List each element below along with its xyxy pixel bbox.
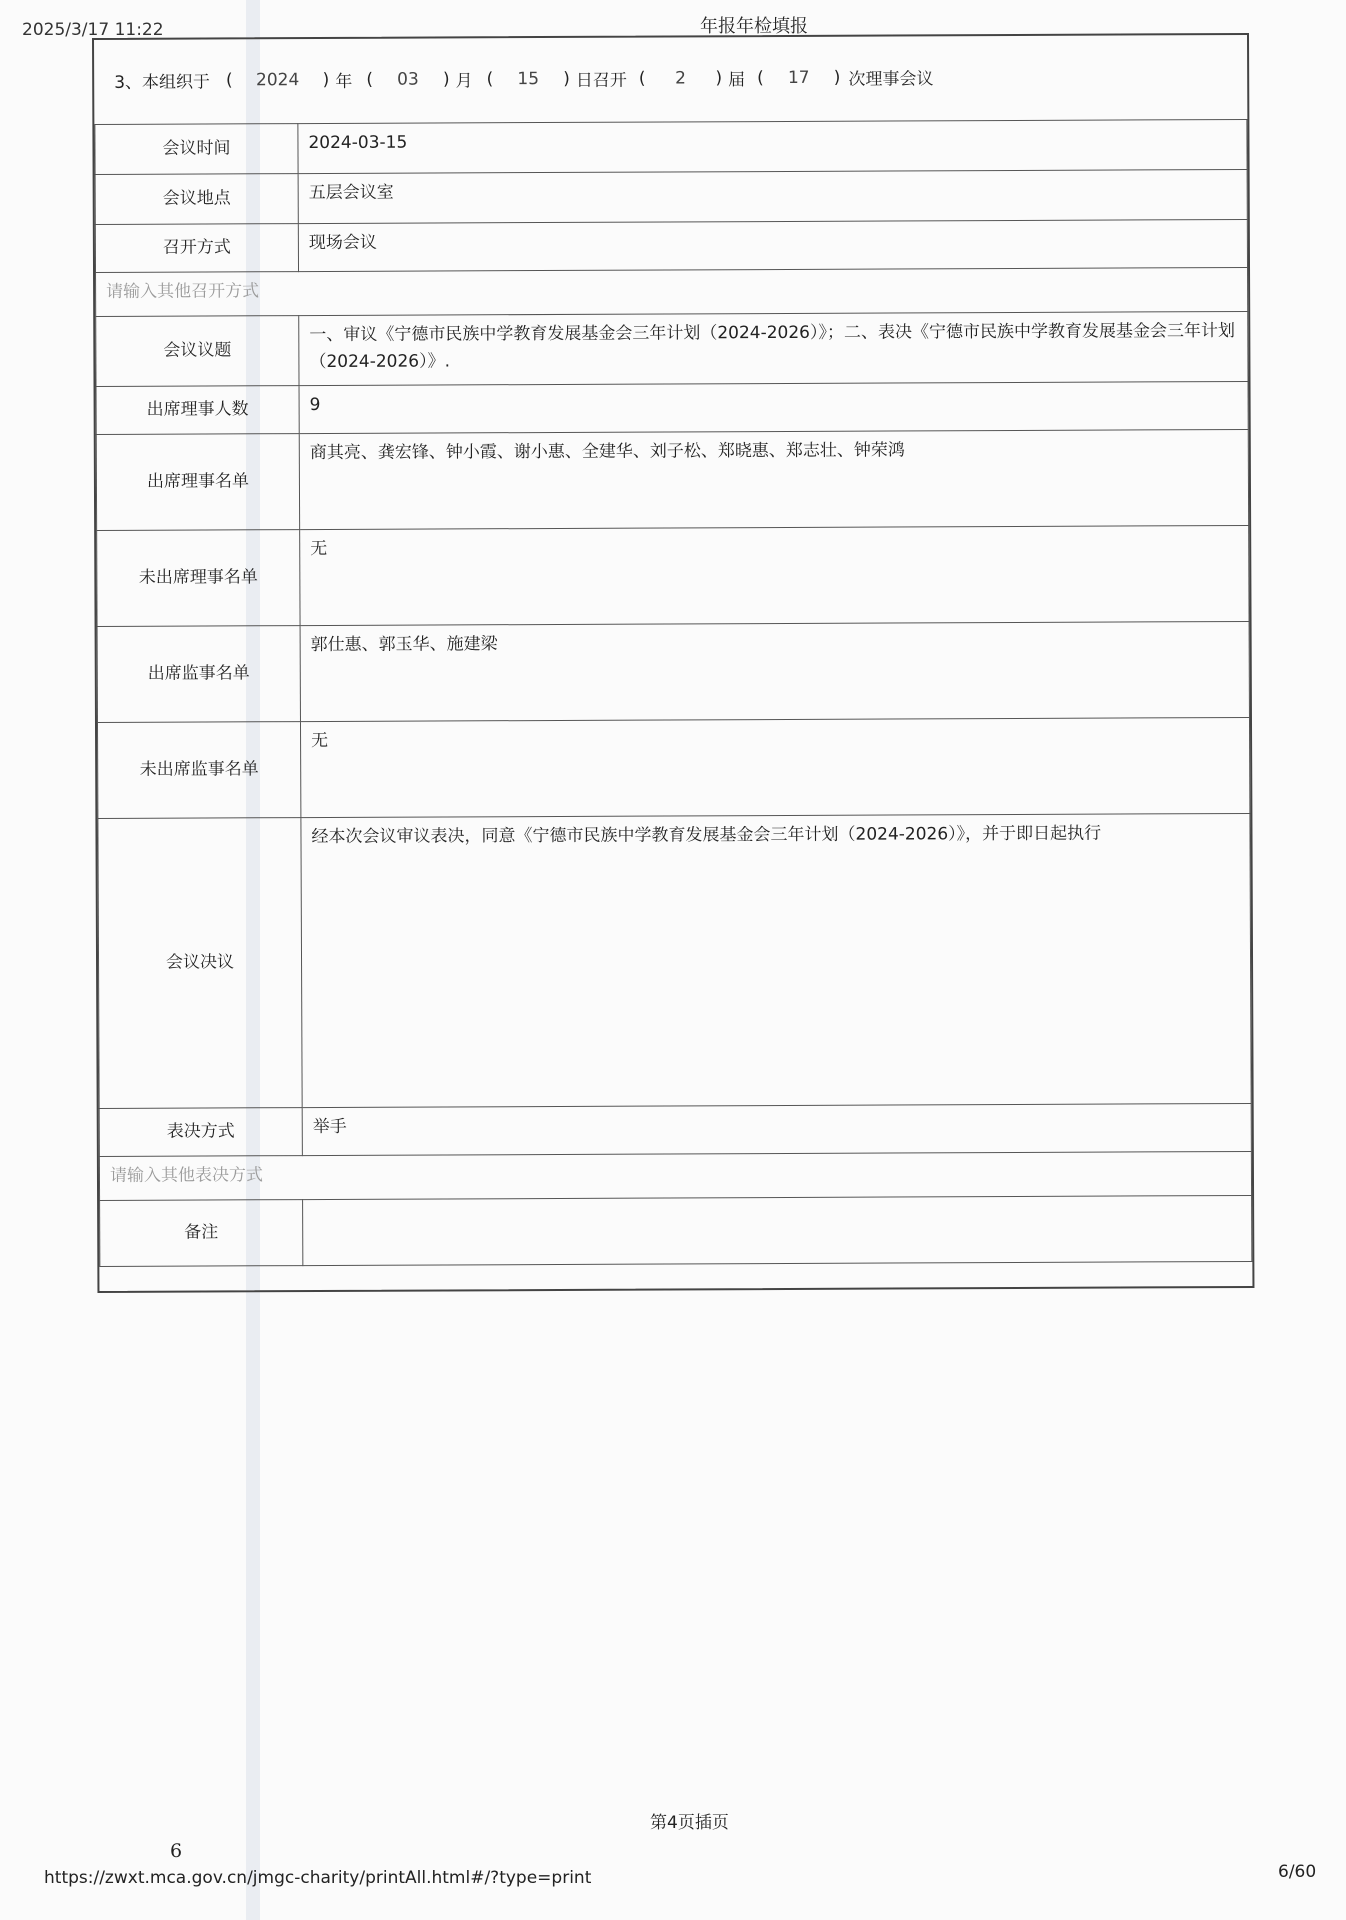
row-vote-other bbox=[99, 1151, 1251, 1200]
value-resolution: 经本次会议审议表决，同意《宁德市民族中学教育发展基金会三年计划（2024-2026）》，并于即日起执行 bbox=[301, 813, 1251, 1107]
label-absent-directors: 未出席理事名单 bbox=[97, 530, 300, 627]
row-attend-directors bbox=[96, 429, 1248, 530]
value-attend-count: 9 bbox=[299, 381, 1248, 433]
row-absent-supervisors bbox=[97, 717, 1249, 818]
print-datetime: 2025/3/17 11:22 bbox=[22, 20, 164, 40]
label-place: 会议地点 bbox=[95, 174, 298, 225]
meeting-intro-line: 3、本组织于 ( 2024 ) 年 ( 03 ) 月 ( 15 ) 日召开 ( 2 ) 届 ( 17 ) 次理事会议 bbox=[114, 64, 933, 93]
intro-session: 2 bbox=[675, 67, 686, 88]
label-time: 会议时间 bbox=[95, 124, 298, 175]
mode-other-input: 请输入其他召开方式 bbox=[96, 267, 1248, 316]
intro-year-unit: 年 bbox=[335, 71, 353, 92]
intro-session-unit: 届 bbox=[728, 70, 746, 91]
value-attend-supervisors: 郭仕惠、郭玉华、施建梁 bbox=[300, 621, 1249, 721]
row-mode bbox=[95, 219, 1247, 272]
label-absent-supervisors: 未出席监事名单 bbox=[97, 722, 300, 819]
vote-other-input: 请输入其他表决方式 bbox=[99, 1151, 1251, 1200]
label-attend-supervisors: 出席监事名单 bbox=[97, 626, 300, 723]
label-attend-count: 出席理事人数 bbox=[96, 386, 299, 435]
label-vote-mode: 表决方式 bbox=[99, 1108, 302, 1157]
value-absent-directors: 无 bbox=[300, 525, 1249, 625]
label-remark: 备注 bbox=[100, 1200, 303, 1267]
print-url: https://zwxt.mca.gov.cn/jmgc-charity/printAll.html#/?type=print bbox=[44, 1868, 592, 1888]
value-attend-directors: 商其亮、龚宏锋、钟小霞、谢小惠、全建华、刘子松、郑晓惠、郑志壮、钟荣鸿 bbox=[299, 429, 1248, 529]
intro-day-unit: 日召开 bbox=[575, 70, 627, 91]
label-resolution: 会议决议 bbox=[98, 818, 302, 1109]
intro-prefix: 3、本组织于 bbox=[114, 72, 211, 93]
intro-month: 03 bbox=[397, 69, 419, 90]
label-attend-directors: 出席理事名单 bbox=[96, 434, 299, 531]
meeting-form-table bbox=[94, 119, 1252, 1267]
value-vote-mode: 举手 bbox=[302, 1103, 1251, 1155]
intro-month-unit: 月 bbox=[455, 71, 473, 92]
row-attend-supervisors bbox=[97, 621, 1249, 722]
handwritten-page-number: 6 bbox=[170, 1840, 183, 1862]
label-mode: 召开方式 bbox=[95, 224, 298, 273]
page-insert-label: 第4页插页 bbox=[650, 1813, 729, 1833]
row-mode-other bbox=[96, 267, 1248, 316]
label-topic: 会议议题 bbox=[96, 316, 299, 387]
page-title: 年报年检填报 bbox=[700, 16, 808, 37]
row-vote-mode bbox=[99, 1103, 1251, 1156]
value-time: 2024-03-15 bbox=[298, 119, 1247, 173]
row-resolution bbox=[98, 813, 1251, 1108]
form-frame bbox=[92, 33, 1254, 1293]
row-attend-count bbox=[96, 381, 1248, 434]
value-place: 五层会议室 bbox=[298, 169, 1247, 223]
row-absent-directors bbox=[97, 525, 1249, 626]
row-topic bbox=[96, 311, 1248, 386]
row-place bbox=[95, 169, 1247, 224]
intro-suffix: 次理事会议 bbox=[848, 69, 934, 90]
page-count: 6/60 bbox=[1278, 1862, 1317, 1882]
row-time bbox=[95, 119, 1247, 174]
value-topic: 一、审议《宁德市民族中学教育发展基金会三年计划（2024-2026）》；二、表决《宁德市民族中学教育发展基金会三年计划（2024-2026）》. bbox=[299, 311, 1248, 385]
intro-day: 15 bbox=[517, 68, 540, 89]
value-mode: 现场会议 bbox=[298, 219, 1247, 271]
intro-year: 2024 bbox=[255, 69, 300, 90]
row-remark bbox=[100, 1195, 1252, 1266]
value-absent-supervisors: 无 bbox=[300, 717, 1249, 817]
intro-count: 17 bbox=[787, 67, 810, 88]
value-remark bbox=[303, 1195, 1252, 1265]
